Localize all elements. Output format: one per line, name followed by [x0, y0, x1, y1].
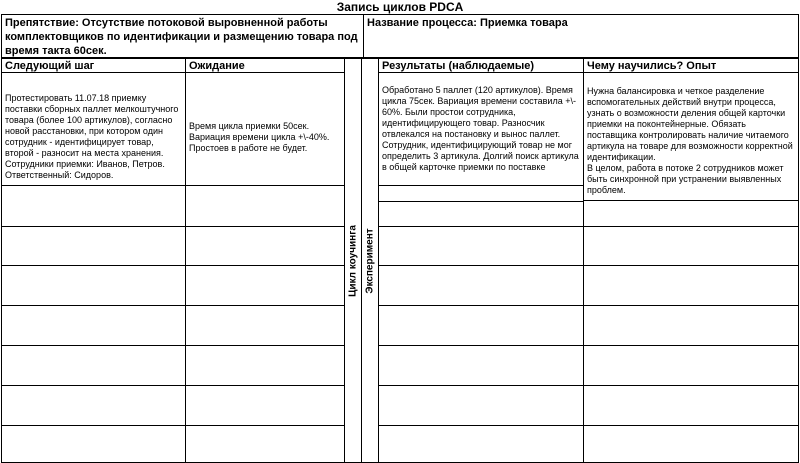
row1-learned-text: Нужна балансировка и четкое разделение вспомогательных действий внутри процесса, узнать о возможности деления общей карточки приемки на поконтейнерные. Обязать поставщика контролировать наличие читаемого артикула на товаре для возможности корректной идентификации. В целом, работа в потоке 2 сотрудников может быть синхронной при устранении выявленных проблем. — [587, 86, 793, 195]
row1-next-step-text: Протестировать 11.07.18 приемку поставки сборных паллет мелкоштучного товара (более 100 артикулов), согласно новой расстановки, при котором один сотрудник - идентифицирует товар, второй - разносит на места хранения. Сотрудники приемки: Иванов, Петров. Ответственный: Сидоров. — [5, 93, 179, 180]
row1-expectation-text: Время цикла приемки 50сек. Вариация времени цикла +\-40%. Простоев в работе не будет. — [189, 121, 330, 153]
header-next-step: Следующий шаг — [1, 58, 186, 73]
row1-results-text: Обработано 5 паллет (120 артикулов). Время цикла 75сек. Вариация времени составила +\- 60%. Были простои сотрудника, идентифицирующего товар. Разносчик отвлекался на постановку и вынос паллет. Сотрудник, идентифицирующий товар не мог определить 3 артикула. Долгий поиск артикула в общей карточке приемки по поставке — [382, 85, 579, 172]
header-expectation: Ожидание — [185, 58, 345, 73]
experiment-label: Эксперимент — [364, 227, 376, 294]
obstacle-text: Препятствие: Отсутствие потоковой выровненной работы комплектовщиков по идентификации и размещению товара под время такта 60сек. — [5, 17, 358, 57]
page-title: Запись циклов PDCA — [336, 0, 464, 14]
header-learned: Чему научились? Опыт — [583, 58, 799, 73]
coaching-cycle-label: Цикл коучинга — [347, 224, 359, 297]
header-results: Результаты (наблюдаемые) — [378, 58, 584, 73]
process-name-text: Название процесса: Приемка товара — [367, 17, 568, 29]
